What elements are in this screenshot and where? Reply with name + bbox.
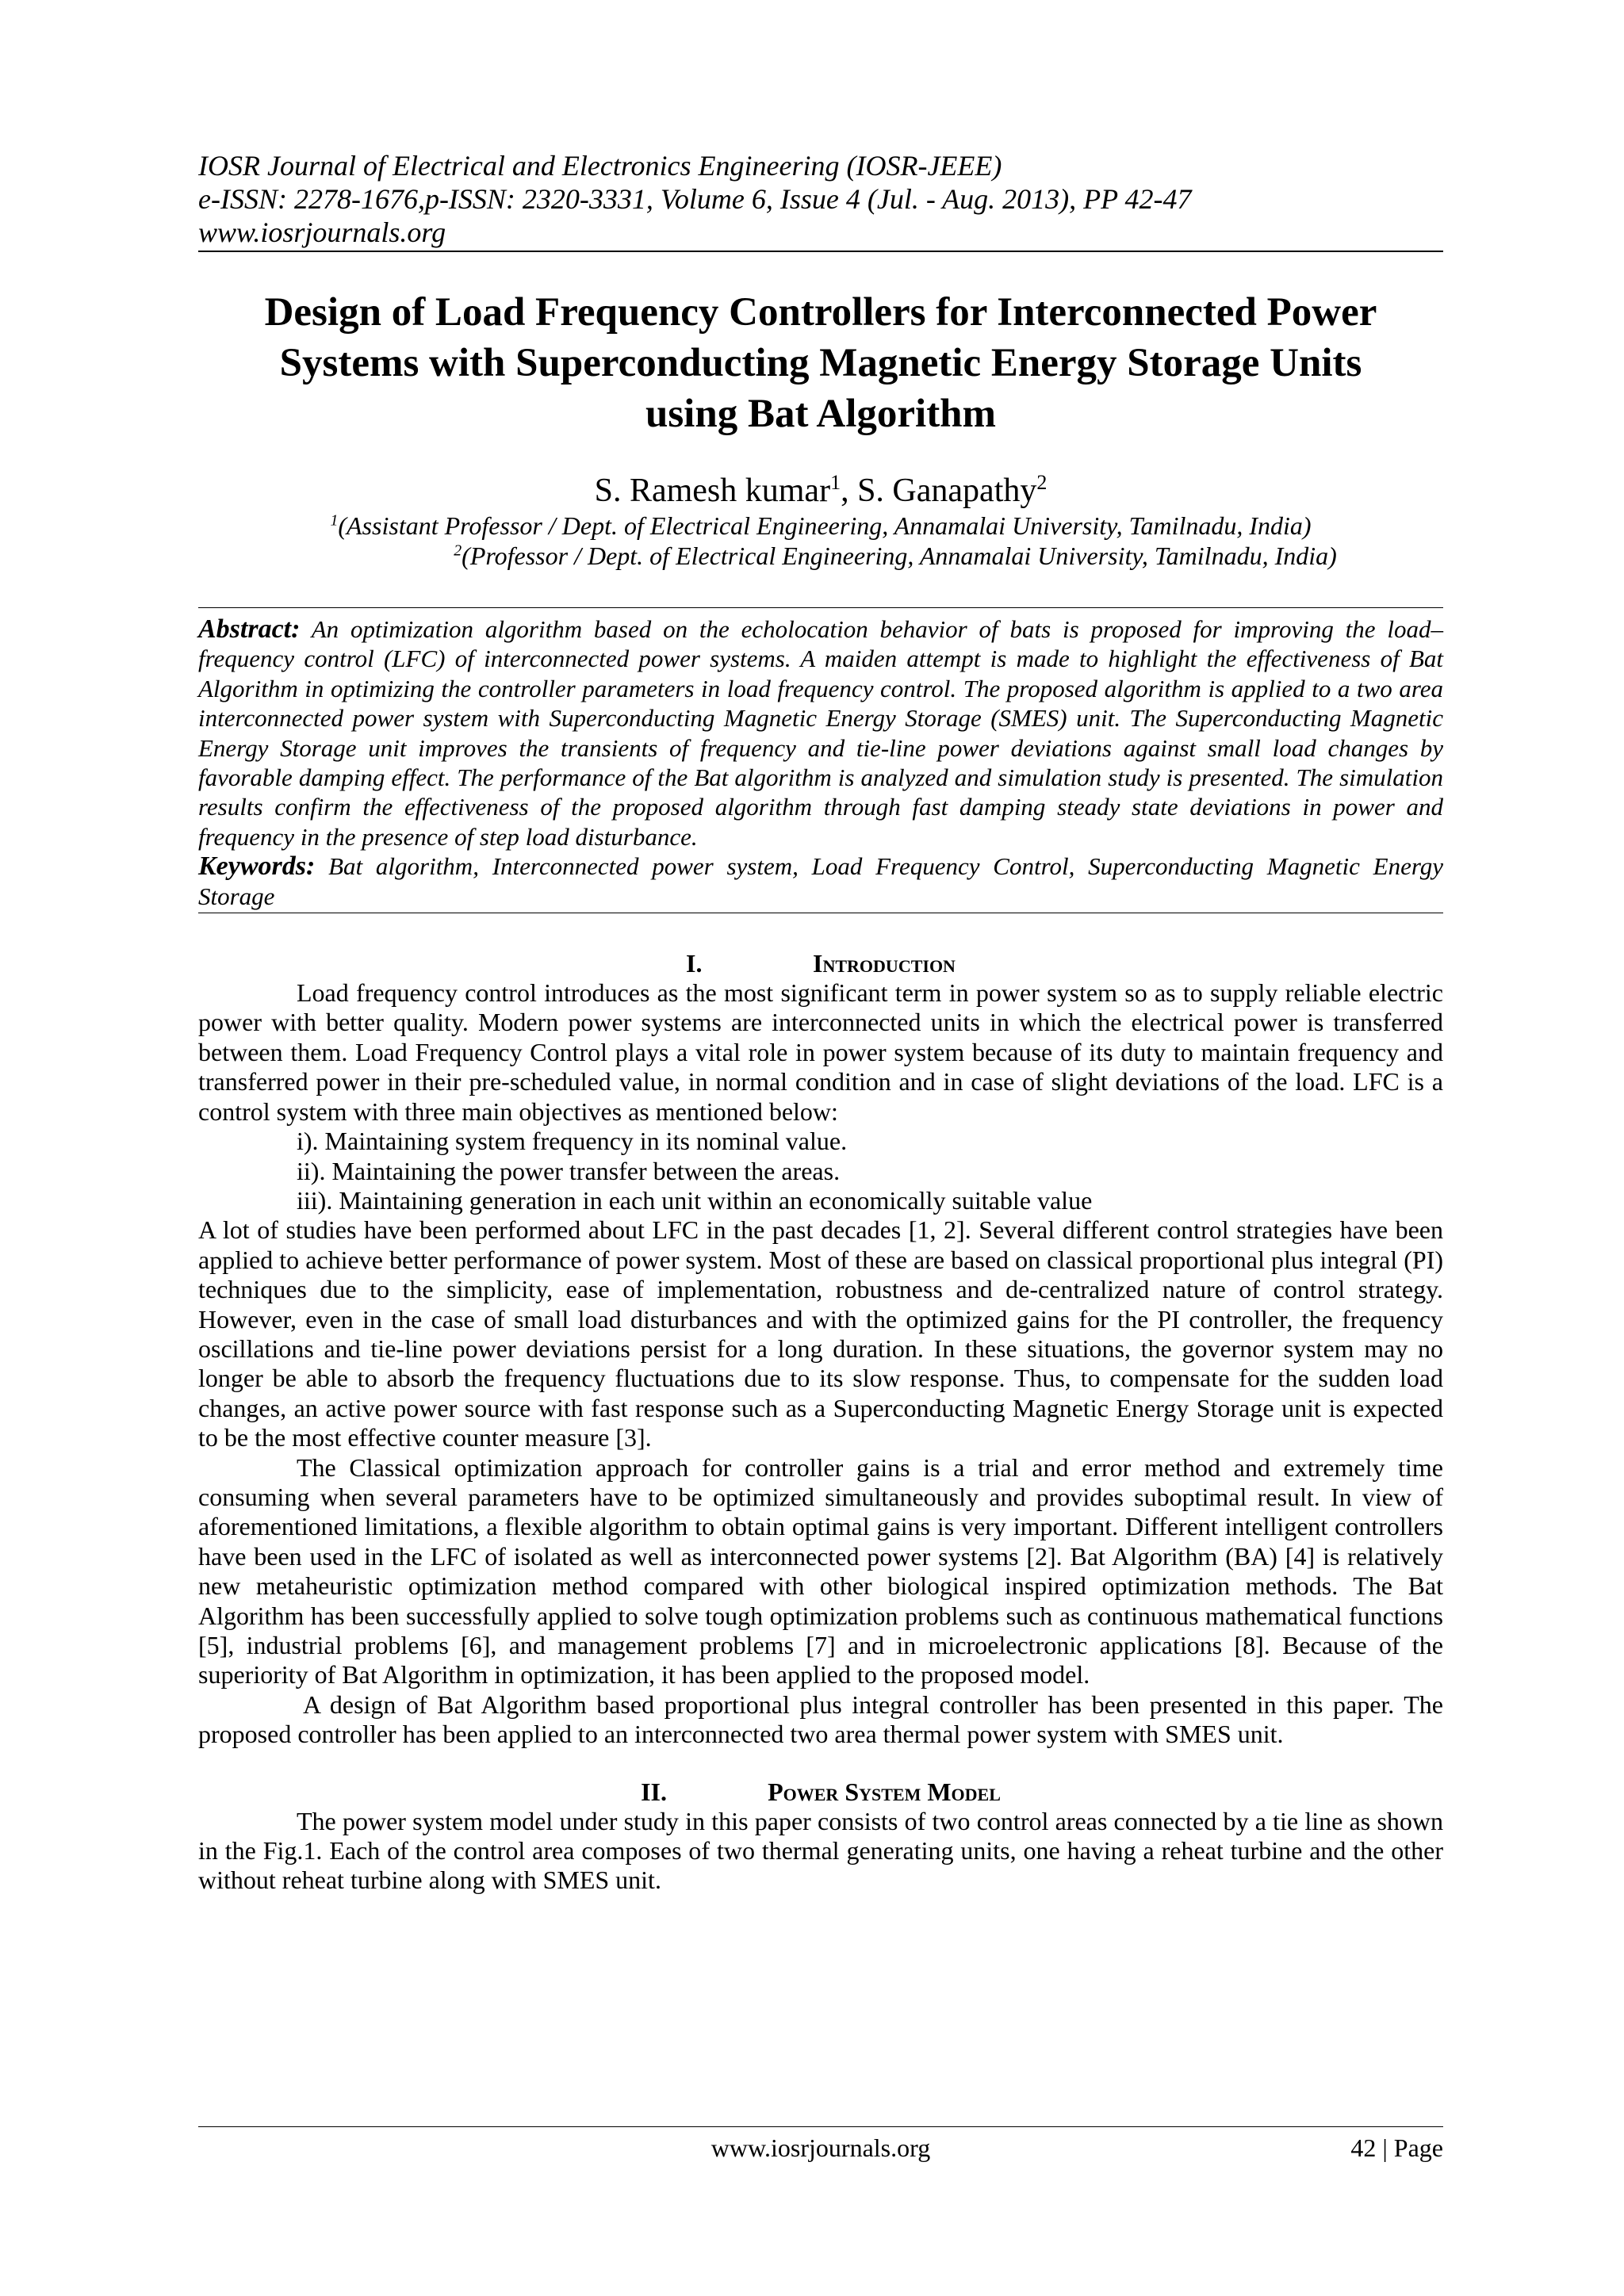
header-divider <box>198 251 1443 252</box>
page-footer <box>198 2125 1443 2165</box>
title-line: Design of Load Frequency Controllers for Interconnected Power <box>264 290 1377 335</box>
author-separator: , <box>841 473 858 509</box>
affiliation <box>198 541 1443 571</box>
footer-row <box>198 2130 1443 2165</box>
section-heading <box>198 948 1443 978</box>
abstract-label: Abstract: <box>198 614 301 644</box>
footer-website[interactable]: www.iosrjournals.org <box>710 2133 931 2162</box>
section-number: II. <box>641 1777 667 1806</box>
paragraph: Load frequency control introduces as the most significant term in power system so as to supply reliable electric power with better quality. Modern power systems are interconnected units in which the electrical power is transferred between them. Load Frequency Control plays a vital role in power system because of its duty to maintain frequency and transferred power in their pre-scheduled value, in normal condition and in case of slight deviations of the load. LFC is a control system with three main objectives as mentioned below: <box>198 978 1443 1126</box>
list-item: iii). Maintaining generation in each unit within an economically suitable value <box>297 1185 1093 1215</box>
journal-name: IOSR Journal of Electrical and Electronics Engineering (IOSR-JEEE) <box>198 150 1002 182</box>
section-title: Introduction <box>813 949 956 978</box>
keywords-text: Bat algorithm, Interconnected power system, Load Frequency Control, Superconducting Magnetic Energy Storage <box>198 852 1443 910</box>
affiliation-text: (Assistant Professor / Dept. of Electrical Engineering, Annamalai University, Tamilnadu, India) <box>338 511 1312 540</box>
paragraph: A design of Bat Algorithm based proportional plus integral controller has been presented in this paper. The proposed controller has been applied to an interconnected two area thermal power system with SMES unit. <box>198 1689 1443 1749</box>
author-superscript: 2 <box>1036 471 1048 494</box>
title-line: Systems with Superconducting Magnetic Energy Storage Units <box>279 341 1362 385</box>
keywords-label: Keywords: <box>198 851 316 882</box>
page-content <box>198 149 1443 1896</box>
author-superscript: 1 <box>830 471 841 494</box>
journal-issn: e-ISSN: 2278-1676,p-ISSN: 2320-3331, Volume 6, Issue 4 (Jul. - Aug. 2013), PP 42-47 <box>198 183 1192 215</box>
section-number: I. <box>686 949 703 978</box>
journal-website[interactable]: www.iosrjournals.org <box>198 216 446 248</box>
list-item: i). Maintaining system frequency in its nominal value. <box>297 1127 848 1156</box>
paper-title <box>198 287 1443 439</box>
author-list <box>198 471 1443 511</box>
abstract <box>198 614 1443 851</box>
list-item: ii). Maintaining the power transfer between the areas. <box>297 1156 841 1185</box>
author-name: S. Ramesh kumar <box>594 473 831 509</box>
author-name: S. Ganapathy <box>857 473 1037 509</box>
section-heading <box>198 1777 1443 1807</box>
footer-divider <box>198 2126 1443 2127</box>
paragraph: The Classical optimization approach for controller gains is a trial and error method and extremely time consuming when several parameters have to be optimized simultaneously and provides suboptimal result. In view of aforementioned limitations, a flexible algorithm to obtain optimal gains is very important. Different intelligent controllers have been used in the LFC of isolated as well as interconnected power systems [2]. Bat Algorithm (BA) [4] is relatively new metaheuristic optimization method compared with other biological inspired optimization methods. The Bat Algorithm has been successfully applied to solve tough optimization problems such as continuous mathematical functions [5], industrial problems [6], and management problems [7] and in microelectronic applications [8]. Because of the superiority of Bat Algorithm in optimization, it has been applied to the proposed model. <box>198 1452 1443 1689</box>
title-line: using Bat Algorithm <box>645 392 997 436</box>
keywords <box>198 851 1443 911</box>
abstract-top-divider <box>198 607 1443 608</box>
paragraph: The power system model under study in this paper consists of two control areas connected by a tie line as shown in the Fig.1. Each of the control area composes of two thermal generating units, one having a reheat turbine and the other without reheat turbine along with SMES unit. <box>198 1806 1443 1895</box>
paragraph: A lot of studies have been performed about LFC in the past decades [1, 2]. Several different control strategies have been applied to achieve better performance of power system. Most of these are based on classical proportional plus integral (PI) techniques due to the simplicity, ease of implementation, robustness and de-centralized nature of control strategy. However, even in the case of small load disturbances and with the optimized gains for the PI controller, the frequency oscillations and tie-line power deviations persist for a long duration. In these situations, the governor system may no longer be able to absorb the frequency fluctuations due to its slow response. Thus, to compensate for the sudden load changes, an active power source with fast response such as a Superconducting Magnetic Energy Storage unit is expected to be the most effective counter measure [3]. <box>198 1215 1443 1452</box>
abstract-text: An optimization algorithm based on the echolocation behavior of bats is proposed for improving the load–frequency control (LFC) of interconnected power systems. A maiden attempt is made to highlight the effectiveness of Bat Algorithm in optimizing the controller parameters in load frequency control. The proposed algorithm is applied to a two area interconnected power system with Superconducting Magnetic Energy Storage (SMES) unit. The Superconducting Magnetic Energy Storage unit improves the transients of frequency and tie-line power deviations against small load changes by favorable damping effect. The performance of the Bat algorithm is analyzed and simulation study is presented. The simulation results confirm the effectiveness of the proposed algorithm through fast damping steady state deviations in power and frequency in the presence of step load disturbance. <box>198 615 1443 851</box>
affiliation-superscript: 2 <box>454 541 462 560</box>
page-number: 42 | Page <box>1350 2133 1443 2162</box>
affiliation-text: (Professor / Dept. of Electrical Engineering, Annamalai University, Tamilnadu, India) <box>462 541 1337 570</box>
journal-header <box>198 149 1443 252</box>
section-title: Power System Model <box>768 1777 1001 1806</box>
affiliation <box>198 511 1443 541</box>
affiliation-superscript: 1 <box>330 511 339 530</box>
